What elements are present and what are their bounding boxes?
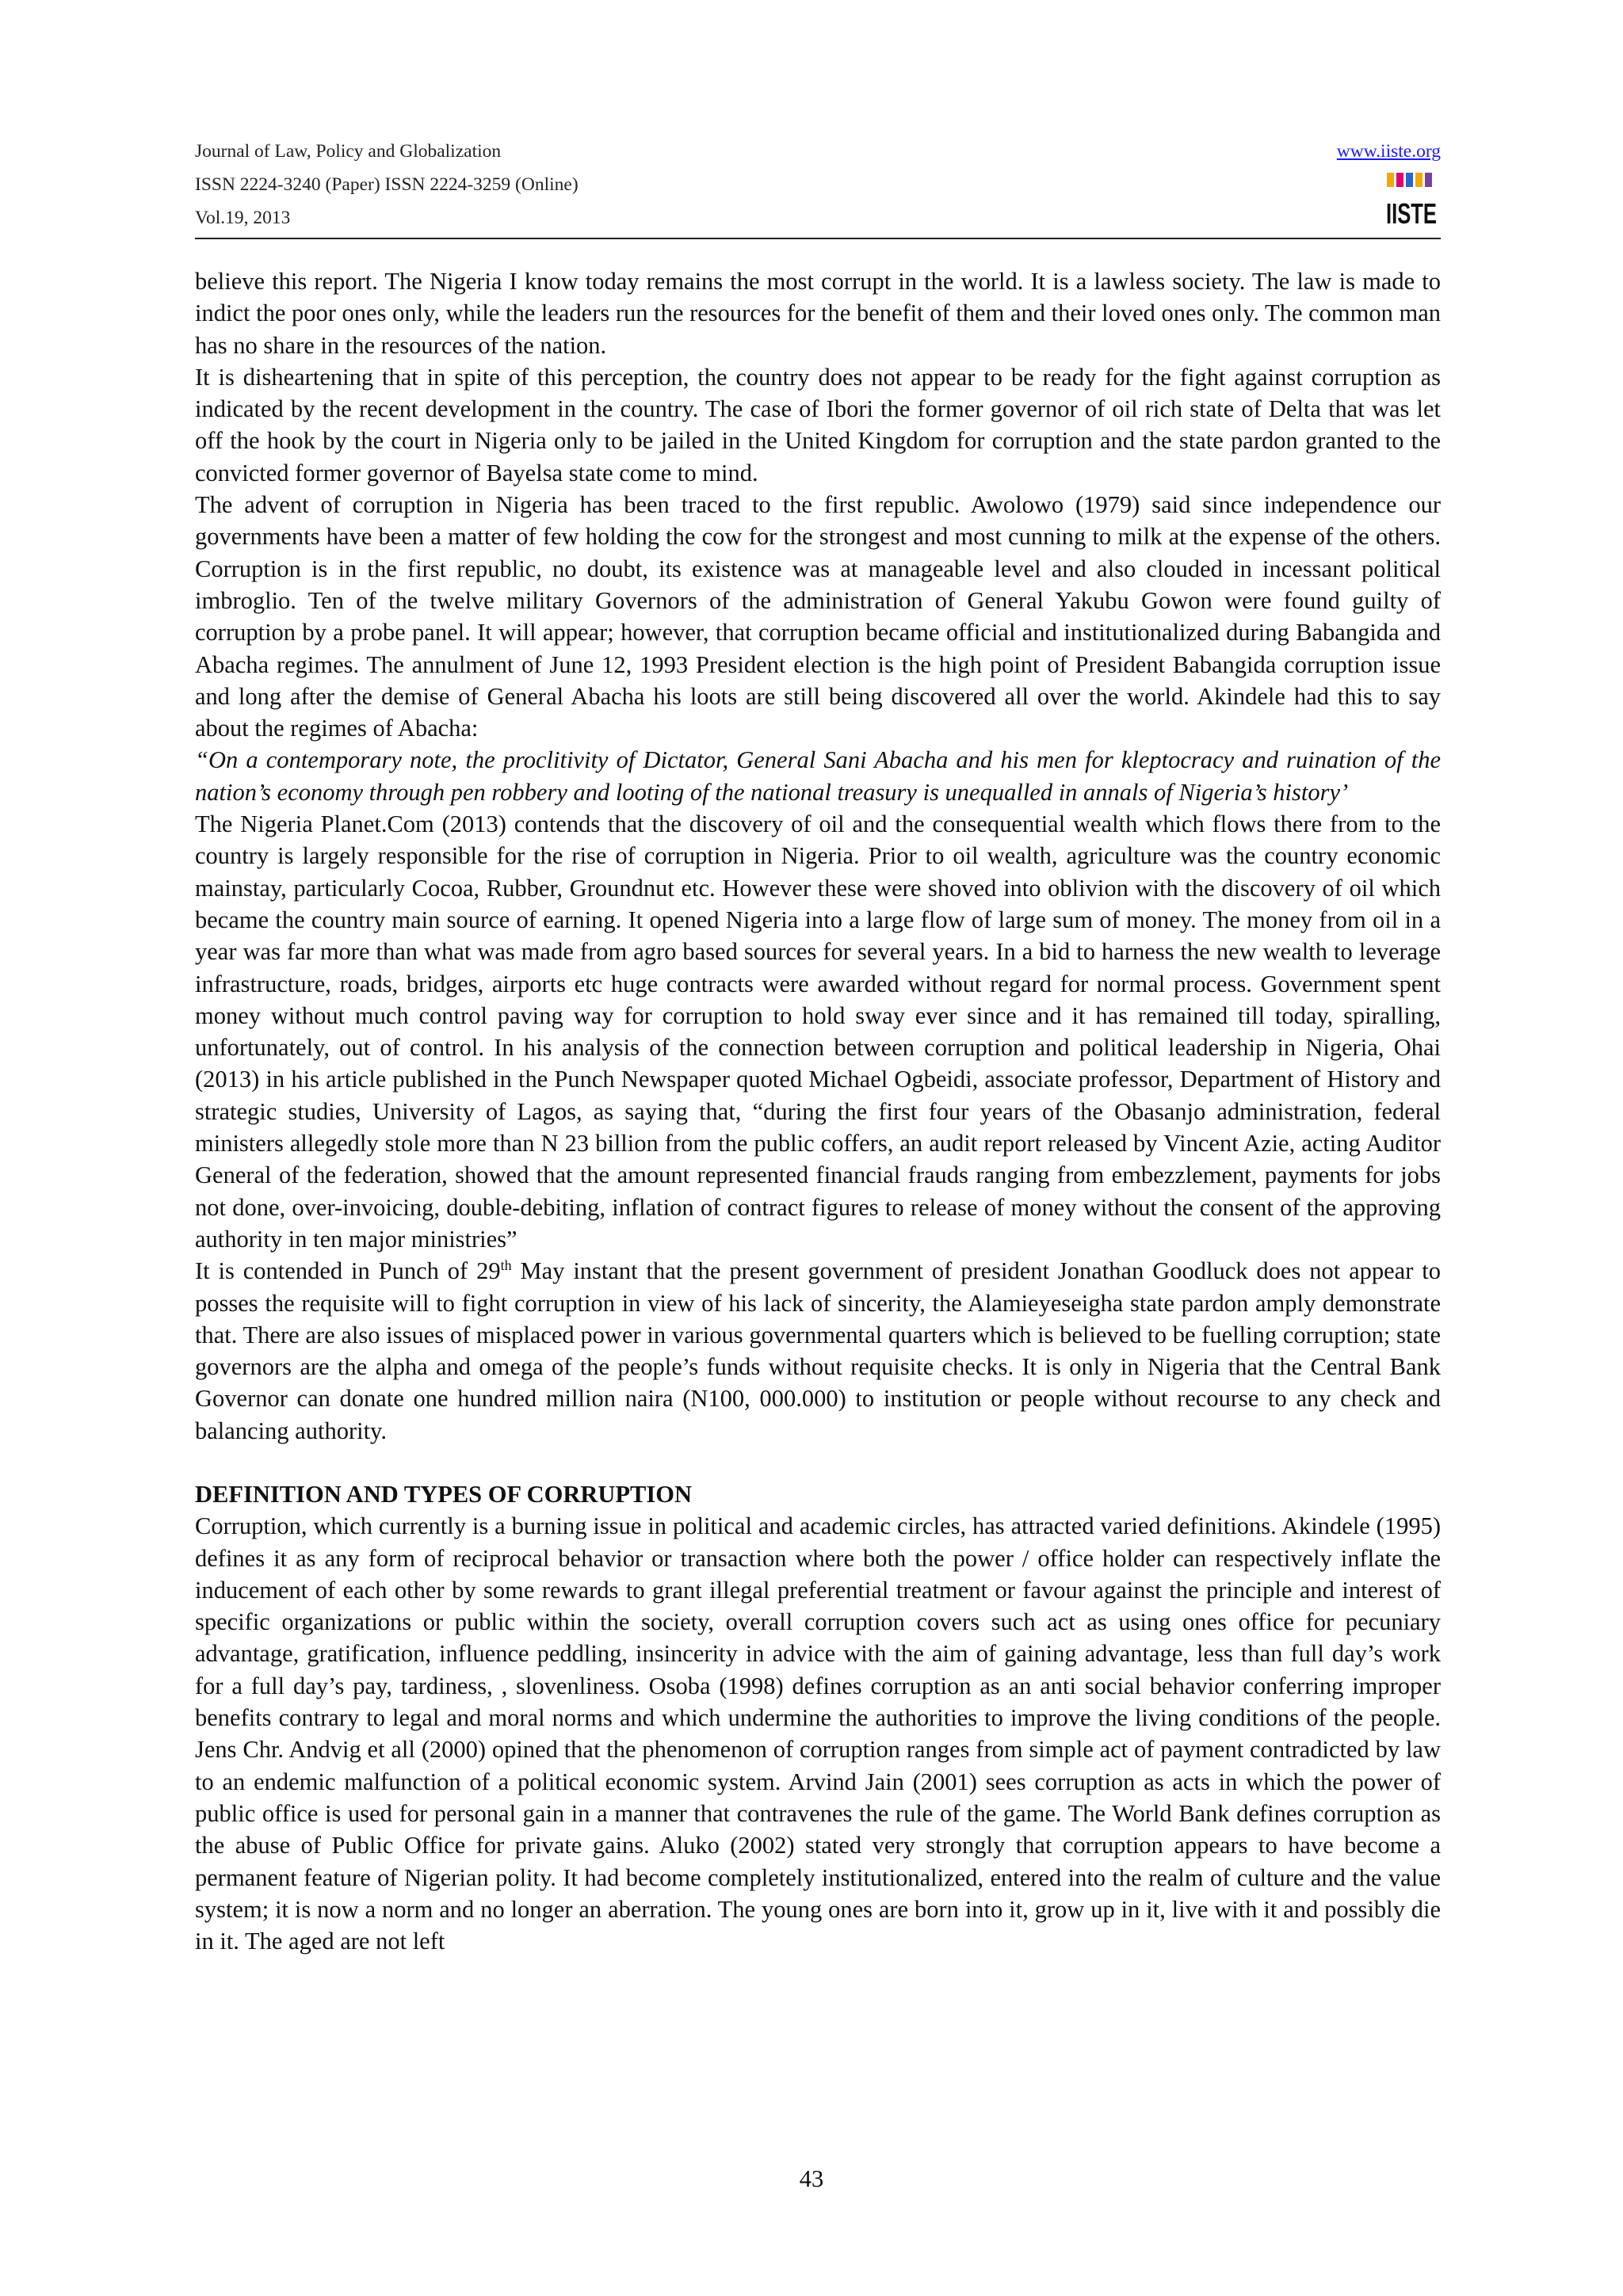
block-quote: “On a contemporary note, the proclitivity of Dictator, General Sani Abacha and his men for kleptocracy and ruination of the nation’s economy through pen robbery and looting of the national treasury is unequalled in annals of Nigeria’s history’ — [195, 746, 1441, 806]
logo-bar-4 — [1415, 173, 1423, 187]
superscript: th — [500, 1257, 512, 1274]
paragraph: The advent of corruption in Nigeria has been traced to the first republic. Awolowo (1979) said since independence our governments have been a matter of few holding the cow for the strongest and most cunning to milk at the expense of the others. Corruption is in the first republic, no doubt, its existence was at manageable level and also clouded in incessant political imbroglio. Ten of the twelve military Governors of the administration of General Yakubu Gowon were found guilty of corruption by a probe panel. It will appear; however, that corruption became official and institutionalized during Babangida and Abacha regimes. The annulment of June 12, 1993 President election is the high point of President Babangida corruption issue and long after the demise of General Abacha his loots are still being discovered all over the world. Akindele had this to say about the regimes of Abacha: — [195, 491, 1441, 742]
journal-url-link[interactable]: www.iiste.org — [1336, 141, 1441, 162]
paragraph — [195, 1255, 1441, 1447]
page-header — [195, 135, 1441, 241]
issn-line: ISSN 2224-3240 (Paper) ISSN 2224-3259 (Online) — [195, 174, 579, 195]
logo-bar-2 — [1396, 173, 1403, 187]
text-run: May instant that the present government of president Jonathan Goodluck does not appear to posses the requisite will to fight corruption in view of his lack of sincerity, the Alamieyeseigha state pardon amply demonstrate that. There are also issues of misplaced power in various governmental quarters which is believed to be fuelling corruption; state governors are the alpha and omega of the people’s funds without requisite checks. It is only in Nigeria that the Central Bank Governor can donate one hundred million naira (N100, 000.000) to institution or people without recourse to any check and balancing authority. — [195, 1257, 1441, 1444]
paragraph: It is disheartening that in spite of this perception, the country does not appear to be ready for the fight against corruption as indicated by the recent development in the country. The case of Ibori the former governor of oil rich state of Delta that was let off the hook by the court in Nigeria only to be jailed in the United Kingdom for corruption and the state pardon granted to the convicted former governor of Bayelsa state come to mind. — [195, 363, 1441, 486]
section-heading: DEFINITION AND TYPES OF CORRUPTION — [195, 1480, 693, 1508]
page-number: 43 — [799, 2165, 824, 2192]
logo-text: IISTE — [1386, 197, 1437, 230]
logo-bar-1 — [1387, 173, 1394, 187]
header-rule — [195, 238, 1441, 239]
iiste-logo-icon — [1385, 171, 1439, 230]
journal-title: Journal of Law, Policy and Globalization — [195, 141, 502, 162]
logo-bar-3 — [1406, 173, 1413, 187]
volume-line: Vol.19, 2013 — [195, 208, 291, 228]
article-body — [195, 265, 1441, 1957]
paragraph: Corruption, which currently is a burning issue in political and academic circles, has attracted varied definitions. Akindele (1995) defines it as any form of reciprocal behavior or transaction where both the power / office holder can respectively inflate the inducement of each other by some rewards to grant illegal preferential treatment or favour against the principle and interest of specific organizations or public within the society, overall corruption covers such act as using ones office for pecuniary advantage, gratification, influence peddling, insincerity in advice with the aim of gaining advantage, less than full day’s work for a full day’s pay, tardiness, , slovenliness. Osoba (1998) defines corruption as an anti social behavior conferring improper benefits contrary to legal and moral norms and which undermine the authorities to improve the living conditions of the people. Jens Chr. Andvig et all (2000) opined that the phenomenon of corruption ranges from simple act of payment contradicted by law to an endemic malfunction of a political economic system. Arvind Jain (2001) sees corruption as acts in which the power of public office is used for personal gain in a manner that contravenes the rule of the game. The World Bank defines corruption as the abuse of Public Office for private gains. Aluko (2002) stated very strongly that corruption appears to have become a permanent feature of Nigerian polity. It had become completely institutionalized, entered into the realm of culture and the value system; it is now a norm and no longer an aberration. The young ones are born into it, grow up in it, live with it and possibly die in it. The aged are not left — [195, 1512, 1441, 1955]
logo-bar-5 — [1425, 173, 1432, 187]
paragraph: believe this report. The Nigeria I know today remains the most corrupt in the world. It is a lawless society. The law is made to indict the poor ones only, while the leaders run the resources for the benefit of them and their loved ones only. The common man has no share in the resources of the nation. — [195, 268, 1441, 359]
text-run: It is contended in Punch of 29 — [195, 1257, 501, 1285]
paragraph: The Nigeria Planet.Com (2013) contends that the discovery of oil and the consequential wealth which flows there from to the country is largely responsible for the rise of corruption in Nigeria. Prior to oil wealth, agriculture was the country economic mainstay, particularly Cocoa, Rubber, Groundnut etc. However these were shoved into oblivion with the discovery of oil which became the country main source of earning. It opened Nigeria into a large flow of large sum of money. The money from oil in a year was far more than what was made from agro based sources for several years. In a bid to harness the new wealth to leverage infrastructure, roads, bridges, airports etc huge contracts were awarded without regard for normal process. Government spent money without much control paving way for corruption to hold sway ever since and it has remained till today, spiralling, unfortunately, out of control. In his analysis of the connection between corruption and political leadership in Nigeria, Ohai (2013) in his article published in the Punch Newspaper quoted Michael Ogbeidi, associate professor, Department of History and strategic studies, University of Lagos, as saying that, “during the first four years of the Obasanjo administration, federal ministers allegedly stole more than N 23 billion from the public coffers, an audit report released by Vincent Azie, acting Auditor General of the federation, showed that the amount represented financial frauds ranging from embezzlement, payments for jobs not done, over-invoicing, double-debiting, inflation of contract figures to release of money without the consent of the approving authority in ten major ministries” — [195, 810, 1441, 1253]
